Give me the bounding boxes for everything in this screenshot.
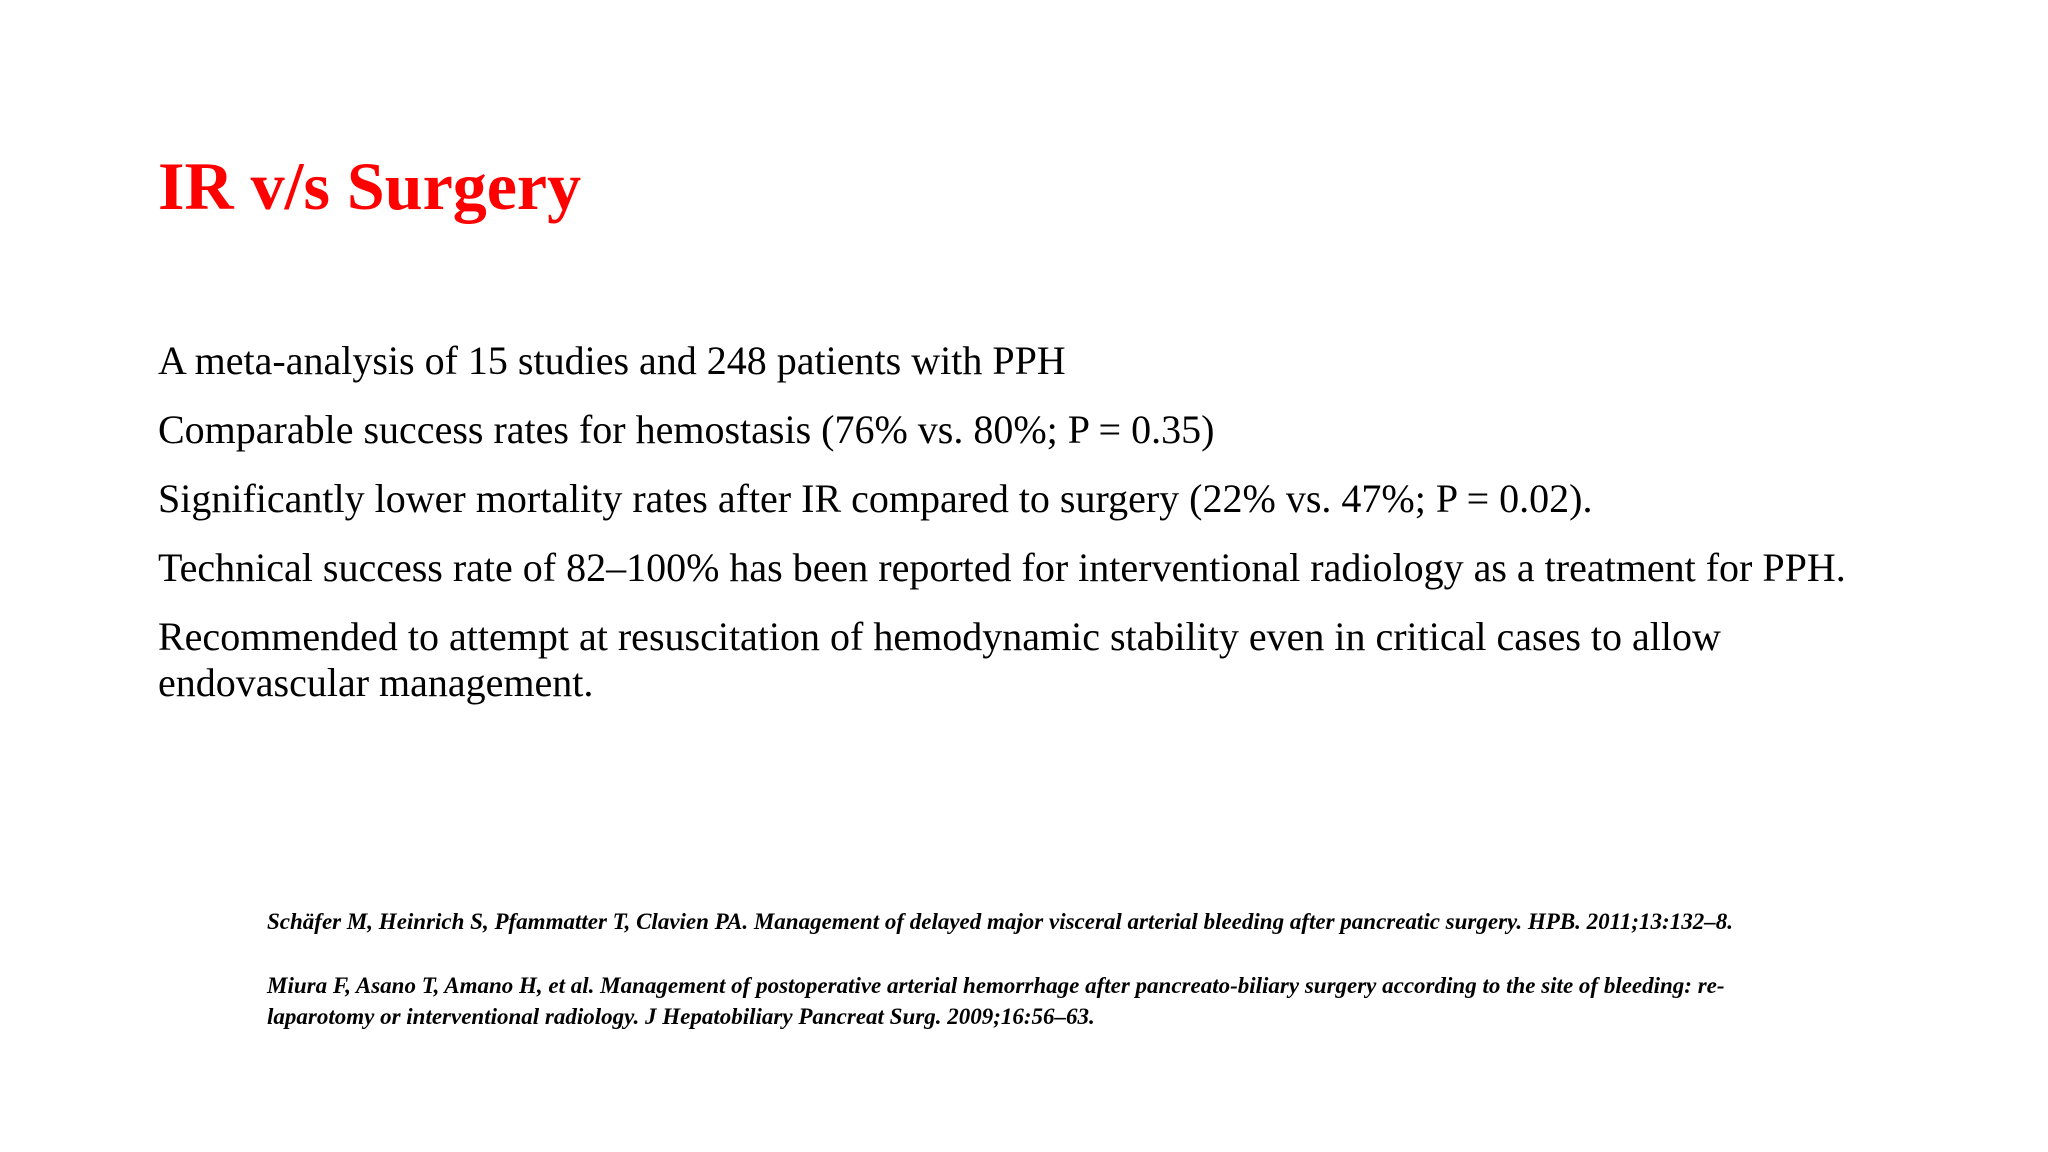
- reference-item: Schäfer M, Heinrich S, Pfammatter T, Clavien PA. Management of delayed major visceral arterial bleeding after pancreatic surgery. HPB. 2011;13:132–8.: [267, 909, 1733, 934]
- slide-title: IR v/s Surgery: [158, 148, 582, 224]
- bullet-item: Technical success rate of 82–100% has been reported for interventional radiology as a treatment for PPH.: [158, 545, 1846, 590]
- bullet-item: A meta-analysis of 15 studies and 248 patients with PPH: [158, 338, 1066, 383]
- bullet-item: Significantly lower mortality rates after IR compared to surgery (22% vs. 47%; P = 0.02).: [158, 476, 1593, 521]
- references: [267, 906, 1807, 1065]
- bullet-item: Comparable success rates for hemostasis (76% vs. 80%; P = 0.35): [158, 407, 1215, 452]
- reference-item: Miura F, Asano T, Amano H, et al. Management of postoperative arterial hemorrhage after pancreato-biliary surgery according to the site of bleeding: re-laparotomy or interventional radiology. J Hepatobiliary Pancreat Surg. 2009;16:56–63.: [267, 973, 1725, 1029]
- bullet-list: [158, 338, 1918, 729]
- bullet-item: Recommended to attempt at resuscitation of hemodynamic stability even in critical cases to allow endovascular management.: [158, 614, 1721, 705]
